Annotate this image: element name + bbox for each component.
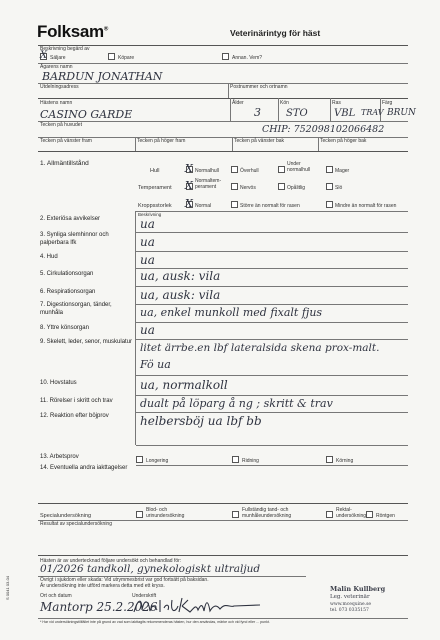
item-7-label: 7. Digestionsorgan, tänder, munhåla — [40, 302, 112, 316]
item-9-value-line2: Fö ua — [140, 358, 171, 371]
opt-overhull: Överhull — [240, 168, 259, 174]
fine-print: * Har vid undersökningstillfället inte på grund av vad som iakttagits rekommenderas hästen, hur den användas, märke och vid fynd eller ... punkt. — [40, 620, 270, 624]
normalhull-check-mark: X — [185, 162, 193, 175]
footer-handwritten: 01/2026 tandkoll, gynekologiskt ultraljud — [40, 563, 261, 575]
chip-value: CHIP: 752098102066482 — [262, 124, 385, 135]
label-beskrivning: Beskrivning begärd av — [40, 46, 90, 52]
opt-longering: Longering — [146, 458, 169, 464]
item-12-value: helbersböj ua lbf bb — [140, 414, 262, 428]
opt-nervos: Nervös — [240, 185, 256, 191]
horse-breed-extra: TRAV — [361, 108, 384, 117]
label-saljare: Säljare — [50, 55, 66, 61]
opt-slo: Slö — [335, 185, 343, 191]
item-11-label: 11. Rörelser i skritt och trav — [40, 398, 113, 404]
brand-name: Folksam — [37, 22, 104, 41]
special-label: Specialundersökning — [40, 513, 92, 519]
checkbox-longering[interactable] — [136, 456, 143, 463]
checkbox-ridning[interactable] — [232, 456, 239, 463]
opt-mindre: Mindre än normalt för rasen — [335, 203, 397, 209]
checkbox-rontgen[interactable] — [366, 511, 373, 518]
ort-datum-value: Mantorp 25.2.2026 — [40, 600, 158, 614]
item-12-label: 12. Reaktion efter böjprov — [40, 413, 109, 419]
label-annan: Annan. Vem? — [232, 55, 263, 61]
horse-name-value: CASINO GARDE — [40, 108, 133, 121]
item-10-value: ua, normalkoll — [140, 378, 228, 392]
brand-registered-mark: ® — [103, 26, 108, 33]
item-7-value: ua, enkel munkoll med fixalt fjus — [140, 306, 323, 319]
signature-image — [130, 594, 280, 618]
item-6-value: ua, ausk: vila — [140, 288, 221, 302]
opt-mager: Mager — [335, 168, 350, 174]
checkbox-storre[interactable] — [231, 201, 238, 208]
footer-text3: Är undersökning inte utförd markera detta med ett kryss. — [40, 583, 165, 589]
opt-blod: Blod- och urinundersökning — [146, 507, 185, 519]
stamp-web: www.mcequine.se — [330, 602, 372, 607]
label-underskrift: Underskrift — [132, 593, 157, 599]
opt-rektal: Rektal-undersökning — [336, 507, 367, 519]
label-ras: Ras — [332, 100, 341, 106]
item-4-label: 4. Hud — [40, 254, 58, 260]
normaltemperament-check-mark: X — [185, 179, 193, 192]
checkbox-annan[interactable] — [222, 53, 229, 60]
checkbox-kopare[interactable] — [108, 53, 115, 60]
checkbox-overhull[interactable] — [231, 166, 238, 173]
checkbox-rektal[interactable] — [326, 511, 333, 518]
label-kon: Kön — [280, 100, 289, 106]
label-hoger-bak: Tecken på höger bak — [320, 138, 367, 144]
row-temperament-label: Temperament — [138, 185, 172, 191]
checkbox-opalitlig[interactable] — [278, 183, 285, 190]
label-hoger-fram: Tecken på höger fram — [137, 138, 186, 144]
label-hastens-namn: Hästens namn — [40, 100, 73, 106]
opt-normal: Normal — [195, 203, 212, 209]
label-kopare: Köpare — [118, 55, 135, 61]
opt-normalhull: Normalhull — [195, 168, 219, 174]
label-vanster-bak: Tecken på vänster bak — [234, 138, 285, 144]
row-kroppsstorlek-label: Kroppsstorlek — [138, 203, 172, 209]
label-beskrivning-1: Beskrivning — [138, 212, 162, 217]
label-postnr: Postnummer och ortnamn — [230, 84, 288, 90]
label-utdelning: Utdelningsadress — [40, 84, 79, 90]
item-5-value: ua, ausk: vila — [140, 269, 221, 283]
item-3-value: ua — [140, 235, 155, 249]
opt-storre: Större än normalt för rasen — [240, 203, 300, 209]
item-2-value: ua — [140, 217, 155, 231]
checkbox-blod[interactable] — [136, 511, 143, 518]
label-huvudet: Tecken på huvudet — [40, 122, 82, 128]
item-8-label: 8. Yttre könsorgan — [40, 325, 89, 331]
footer-text2: Övrigt i sjukdom eller skada: Vid utrymmesbrist var god fortsätt på baksidan. — [40, 577, 209, 583]
item-4-value: ua — [140, 253, 155, 267]
agare-value: BARDUN JONATHAN — [42, 70, 163, 83]
item-2-label: 2. Exteriösa avvikelser — [40, 216, 101, 222]
stamp-name: Malin Kullberg — [330, 585, 386, 593]
checkbox-mager[interactable] — [326, 166, 333, 173]
stamp-title: Leg. veterinär — [330, 594, 370, 600]
label-vanster-fram: Tecken på vänster fram — [40, 138, 92, 144]
section13-label: 13. Arbetsprov — [40, 454, 79, 460]
label-agare: Ägarens namn — [40, 64, 73, 70]
section14-label: 14. Eventuella andra iakttagelser — [40, 465, 128, 471]
checkbox-slo[interactable] — [326, 183, 333, 190]
vet-stamp — [330, 585, 408, 613]
checkbox-under-normalhull[interactable] — [278, 166, 285, 173]
item-3-label: 3. Synliga slemhinnor och palperbara lfk — [40, 232, 109, 246]
form-title: Veterinärintyg för häst — [230, 28, 321, 38]
opt-korning: Körning — [336, 458, 354, 464]
opt-ridning: Ridning — [242, 458, 259, 464]
footer-text1: Hästen är av undertecknad följare undersökt och behandlad för: — [40, 558, 182, 564]
item-8-value: ua — [140, 323, 155, 337]
row-hull-label: Hull — [150, 168, 160, 174]
normal-check-mark: X — [185, 197, 193, 210]
checkbox-mindre[interactable] — [326, 201, 333, 208]
opt-rontgen: Röntgen — [376, 513, 395, 519]
horse-breed-value: VBL — [334, 108, 356, 119]
horse-color-value: BRUN — [387, 108, 416, 118]
item-5-label: 5. Cirkulationsorgan — [40, 271, 94, 277]
stamp-tel: tel. 073 0335157 — [330, 608, 369, 613]
item-9-label: 9. Skelett, leder, senor, muskulatur — [40, 339, 133, 345]
item-6-label: 6. Respirationsorgan — [40, 289, 96, 295]
saljare-check-mark: X — [40, 50, 48, 61]
item-9-value: litet ärrbe.en lbf lateralsida skena prox-malt. — [140, 342, 380, 354]
item-11-value: dualt på löparg å ng ; skritt & trav — [140, 397, 333, 410]
opt-under-normalhull: Under normalhull — [287, 161, 311, 173]
horse-sex-value: STO — [286, 108, 308, 119]
label-resultat: Resultat av specialundersökning — [40, 521, 112, 527]
checkbox-tand[interactable] — [232, 511, 239, 518]
checkbox-korning[interactable] — [326, 456, 333, 463]
label-farg: Färg — [382, 100, 393, 106]
horse-age-value: 3 — [254, 106, 261, 119]
opt-opalitlig: Opålitlig — [287, 185, 306, 191]
opt-tand: Fullständig tand- och munhåleundersökning — [242, 507, 292, 519]
brand-logo — [37, 22, 108, 42]
side-code: S 0041 03-04 — [5, 575, 10, 600]
label-ort-datum: Ort och datum — [40, 593, 72, 599]
signature-text — [140, 604, 146, 605]
label-alder: Ålder — [232, 100, 244, 106]
item-10-label: 10. Hovstatus — [40, 380, 77, 386]
checkbox-nervos[interactable] — [231, 183, 238, 190]
opt-normaltemperament: Normaltem-perament — [195, 178, 222, 190]
section1-title: 1. Allmäntillstånd — [40, 160, 89, 167]
